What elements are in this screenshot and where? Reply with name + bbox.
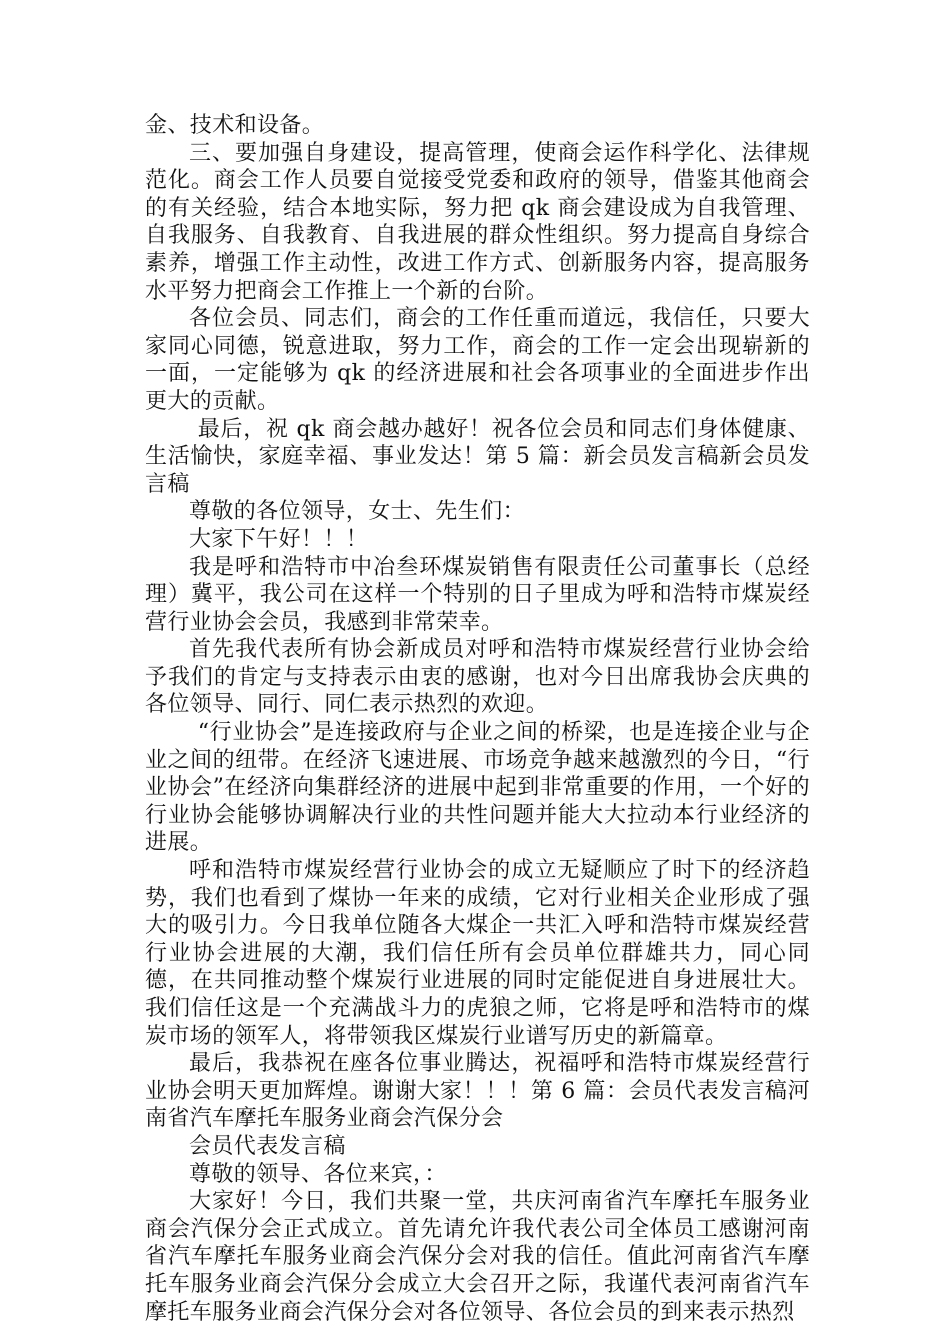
paragraph-salutation: 尊敬的各位领导，女士、先生们：: [189, 499, 526, 525]
paragraph-speech-title: 会员代表发言稿: [189, 1133, 346, 1159]
document-page: [145, 112, 810, 1326]
paragraph-members-comrades: 各位会员、同志们，商会的工作任重而道远，我信任，只要大家同心同德，锐意进取，努力工作，商会的工作一定会出现崭新的一面，一定能够为 qk 的经济进展和社会各项事业的全面进步作出更大的贡献。: [145, 306, 810, 414]
paragraph-opening-speech: 大家好！今日，我们共聚一堂，共庆河南省汽车摩托车服务业商会汽保分会正式成立。首先请允许我代表公司全体员工感谢河南省汽车摩托车服务业商会汽保分会对我的信任。值此河南省汽车摩托车服务业商会汽保分会成立大会召开之际，我谨代表河南省汽车摩托车服务业商会汽保分会对各位领导、各位会员的到来表示热烈: [145, 1189, 810, 1325]
paragraph-closing-wish: 最后，祝 qk 商会越办越好！祝各位会员和同志们身体健康、生活愉快，家庭幸福、事业发达！第 5 篇：新会员发言稿新会员发言稿: [145, 416, 810, 497]
paragraph-association-role: “行业协会”是连接政府与企业之间的桥梁，也是连接企业与企业之间的纽带。在经济飞速进展、市场竞争越来越激烈的今日，“行业协会”在经济向集群经济的进展中起到非常重要的作用，一个好的行业协会能够协调解决行业的共性问题并能大大拉动本行业经济的进展。: [145, 720, 810, 856]
paragraph-salutation-guests: 尊敬的领导、各位来宾，：: [189, 1161, 447, 1187]
paragraph-association-trend: 呼和浩特市煤炭经营行业协会的成立无疑顺应了时下的经济趋势，我们也看到了煤协一年来的成绩，它对行业相关企业形成了强大的吸引力。今日我单位随各大煤企一共汇入呼和浩特市煤炭经营行业协会进展的大潮，我们信任所有会员单位群雄共力，同心同德，在共同推动整个煤炭行业进展的同时定能促进自身进展壮大。我们信任这是一个充满战斗力的虎狼之师，它将是呼和浩特市的煤炭市场的领军人，将带领我区煤炭行业谱写历史的新篇章。: [145, 858, 810, 1049]
paragraph-continuation: 金、技术和设备。: [145, 113, 325, 138]
paragraph-closing-blessing: 最后，我恭祝在座各位事业腾达，祝福呼和浩特市煤炭经营行业协会明天更加辉煌。谢谢大家！！！第 6 篇：会员代表发言稿河南省汽车摩托车服务业商会汽保分会: [145, 1051, 810, 1132]
paragraph-greeting: 大家下午好！！！: [189, 526, 369, 552]
paragraph-thanks: 首先我代表所有协会新成员对呼和浩特市煤炭经营行业协会给予我们的肯定与支持表示由衷的感谢，也对今日出席我协会庆典的各位领导、同行、同仁表示热烈的欢迎。: [145, 637, 810, 718]
paragraph-self-introduction: 我是呼和浩特市中冶叁环煤炭销售有限责任公司董事长（总经理）冀平，我公司在这样一个特别的日子里成为呼和浩特市煤炭经营行业协会会员，我感到非常荣幸。: [145, 554, 810, 635]
paragraph-self-building: 三、要加强自身建设，提高管理，使商会运作科学化、法律规范化。商会工作人员要自觉接受党委和政府的领导，借鉴其他商会的有关经验，结合本地实际，努力把 qk 商会建设成为自我管理、自我服务、自我教育、自我进展的群众性组织。努力提高自身综合素养，增强工作主动性，改进工作方式、创新服务内容，提高服务水平努力把商会工作推上一个新的台阶。: [145, 140, 810, 304]
